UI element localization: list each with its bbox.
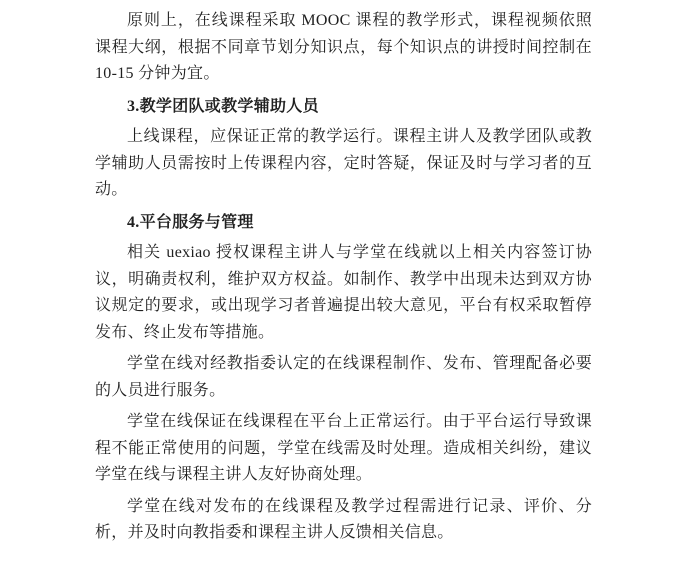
paragraph-staffing-service: 学堂在线对经教指委认定的在线课程制作、发布、管理配备必要的人员进行服务。: [95, 355, 592, 399]
paragraph-mooc-format: 原则上，在线课程采取 MOOC 课程的教学形式，课程视频依照课程大纲，根据不同章节划分知识点，每个知识点的讲授时间控制在 10-15 分钟为宜。: [95, 12, 592, 82]
paragraph-agreement: 相关 uexiao 授权课程主讲人与学堂在线就以上相关内容签订协议，明确责权利，维护双方权益。如制作、教学中出现未达到双方协议规定的要求，或出现学习者普遍提出较大意见，平台有权采取暂停发布、终止发布等措施。: [95, 244, 592, 341]
section-heading-3: 3.教学团队或教学辅助人员: [127, 97, 319, 115]
paragraph-teaching-operation: 上线课程，应保证正常的教学运行。课程主讲人及教学团队或教学辅助人员需按时上传课程内容，定时答疑，保证及时与学习者的互动。: [95, 128, 592, 198]
paragraph-platform-operation: 学堂在线保证在线课程在平台上正常运行。由于平台运行导致课程不能正常使用的问题，学堂在线需及时处理。造成相关纠纷，建议学堂在线与课程主讲人友好协商处理。: [95, 413, 592, 483]
paragraph-record-feedback: 学堂在线对发布的在线课程及教学过程需进行记录、评价、分析，并及时向教指委和课程主讲人反馈相关信息。: [95, 497, 592, 541]
section-heading-4: 4.平台服务与管理: [127, 213, 254, 231]
